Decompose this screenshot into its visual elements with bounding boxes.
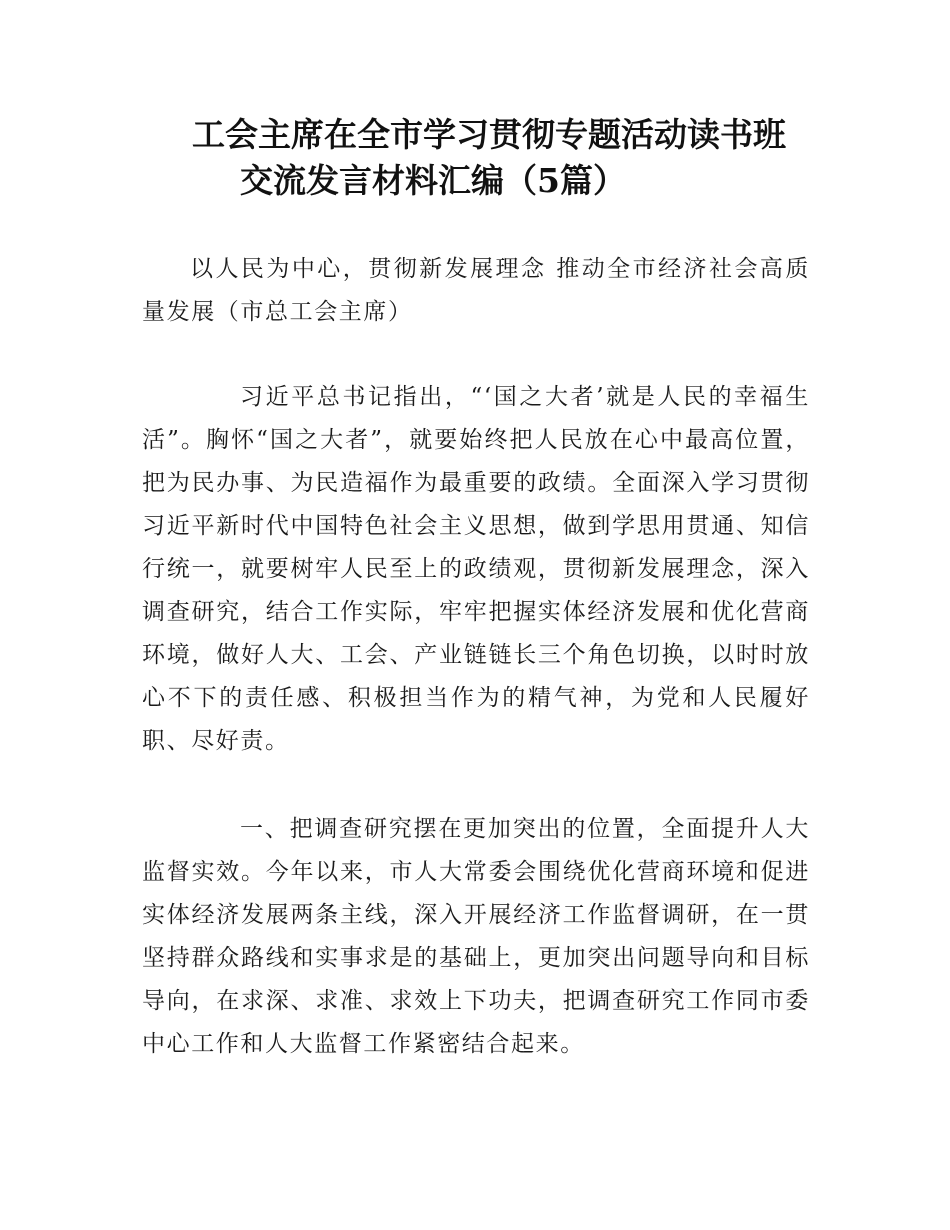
title-line-2: 交流发言材料汇编（5篇）	[240, 161, 626, 200]
document-title	[140, 112, 840, 204]
speech-subtitle: 以人民为中心，贯彻新发展理念 推动全市经济社会高质量发展（市总工会主席）	[142, 256, 810, 325]
paragraph-section-one: 一、把调查研究摆在更加突出的位置，全面提升人大监督实效。今年以来，市人大常委会围绕优化营商环境和促进实体经济发展两条主线，深入开展经济工作监督调研，在一贯坚持群众路线和实事求是的基础上，更加突出问题导向和目标导向，在求深、求准、求效上下功夫，把调查研究工作同市委中心工作和人大监督工作紧密结合起来。	[142, 816, 810, 1057]
paragraph-intro: 习近平总书记指出，“‘国之大者’就是人民的幸福生活”。胸怀“国之大者”，就要始终把人民放在心中最高位置，把为民办事、为民造福作为最重要的政绩。全面深入学习贯彻习近平新时代中国特色社会主义思想，做到学思用贯通、知信行统一，就要树牢人民至上的政绩观，贯彻新发展理念，深入调查研究，结合工作实际，牢牢把握实体经济发展和优化营商环境，做好人大、工会、产业链链长三个角色切换，以时时放心不下的责任感、积极担当作为的精气神，为党和人民履好职、尽好责。	[142, 384, 810, 754]
title-line-1: 工会主席在全市学习贯彻专题活动读书班	[192, 115, 786, 154]
